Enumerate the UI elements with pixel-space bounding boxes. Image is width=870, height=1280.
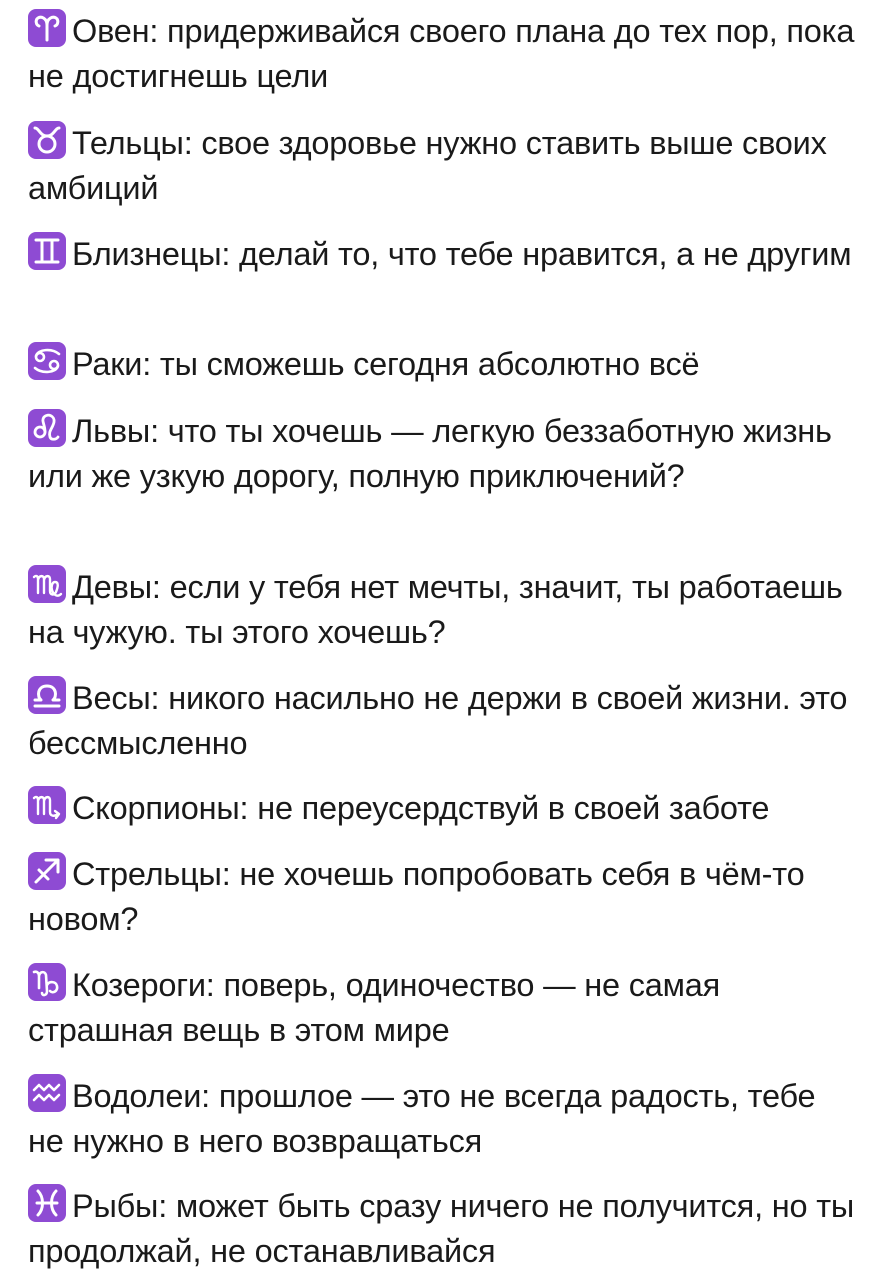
horoscope-entry-leo — [28, 409, 858, 499]
sagittarius-icon — [28, 852, 66, 890]
entry-text: Стрельцы: не хочешь попробовать себя в чём-то новом? — [28, 856, 805, 937]
capricorn-icon — [28, 963, 66, 1001]
horoscope-entry-aquarius — [28, 1074, 858, 1164]
horoscope-entry-sagittarius — [28, 852, 858, 942]
entry-text: Девы: если у тебя нет мечты, значит, ты работаешь на чужую. ты этого хочешь? — [28, 569, 843, 650]
aquarius-icon — [28, 1074, 66, 1112]
horoscope-entry-pisces — [28, 1184, 858, 1274]
entry-text: Козероги: поверь, одиночество — не самая страшная вещь в этом мире — [28, 967, 721, 1048]
horoscope-entry-capricorn — [28, 963, 858, 1053]
entry-text: Рыбы: может быть сразу ничего не получится, но ты продолжай, не останавливайся — [28, 1188, 855, 1269]
scorpio-icon — [28, 786, 66, 824]
entry-text: Близнецы: делай то, что тебе нравится, а не другим — [72, 236, 852, 272]
aries-icon — [28, 9, 66, 47]
gemini-icon — [28, 232, 66, 270]
leo-icon — [28, 409, 66, 447]
horoscope-entry-gemini — [28, 232, 858, 277]
horoscope-entry-taurus — [28, 121, 858, 211]
horoscope-entry-virgo — [28, 565, 858, 655]
pisces-icon — [28, 1184, 66, 1222]
taurus-icon — [28, 121, 66, 159]
horoscope-entry-libra — [28, 676, 858, 766]
entry-text: Овен: придерживайся своего плана до тех пор, пока не достигнешь цели — [28, 13, 855, 94]
libra-icon — [28, 676, 66, 714]
virgo-icon — [28, 565, 66, 603]
horoscope-entry-scorpio — [28, 786, 858, 831]
horoscope-entry-cancer — [28, 342, 858, 387]
entry-text: Раки: ты сможешь сегодня абсолютно всё — [72, 346, 700, 382]
entry-text: Львы: что ты хочешь — легкую беззаботную жизнь или же узкую дорогу, полную приключений? — [28, 413, 832, 494]
entry-text: Тельцы: свое здоровье нужно ставить выше своих амбиций — [28, 125, 827, 206]
horoscope-entry-aries — [28, 9, 858, 99]
entry-text: Весы: никого насильно не держи в своей жизни. это бессмысленно — [28, 680, 848, 761]
cancer-icon — [28, 342, 66, 380]
entry-text: Скорпионы: не переусердствуй в своей заботе — [72, 790, 770, 826]
entry-text: Водолеи: прошлое — это не всегда радость, тебе не нужно в него возвращаться — [28, 1078, 816, 1159]
